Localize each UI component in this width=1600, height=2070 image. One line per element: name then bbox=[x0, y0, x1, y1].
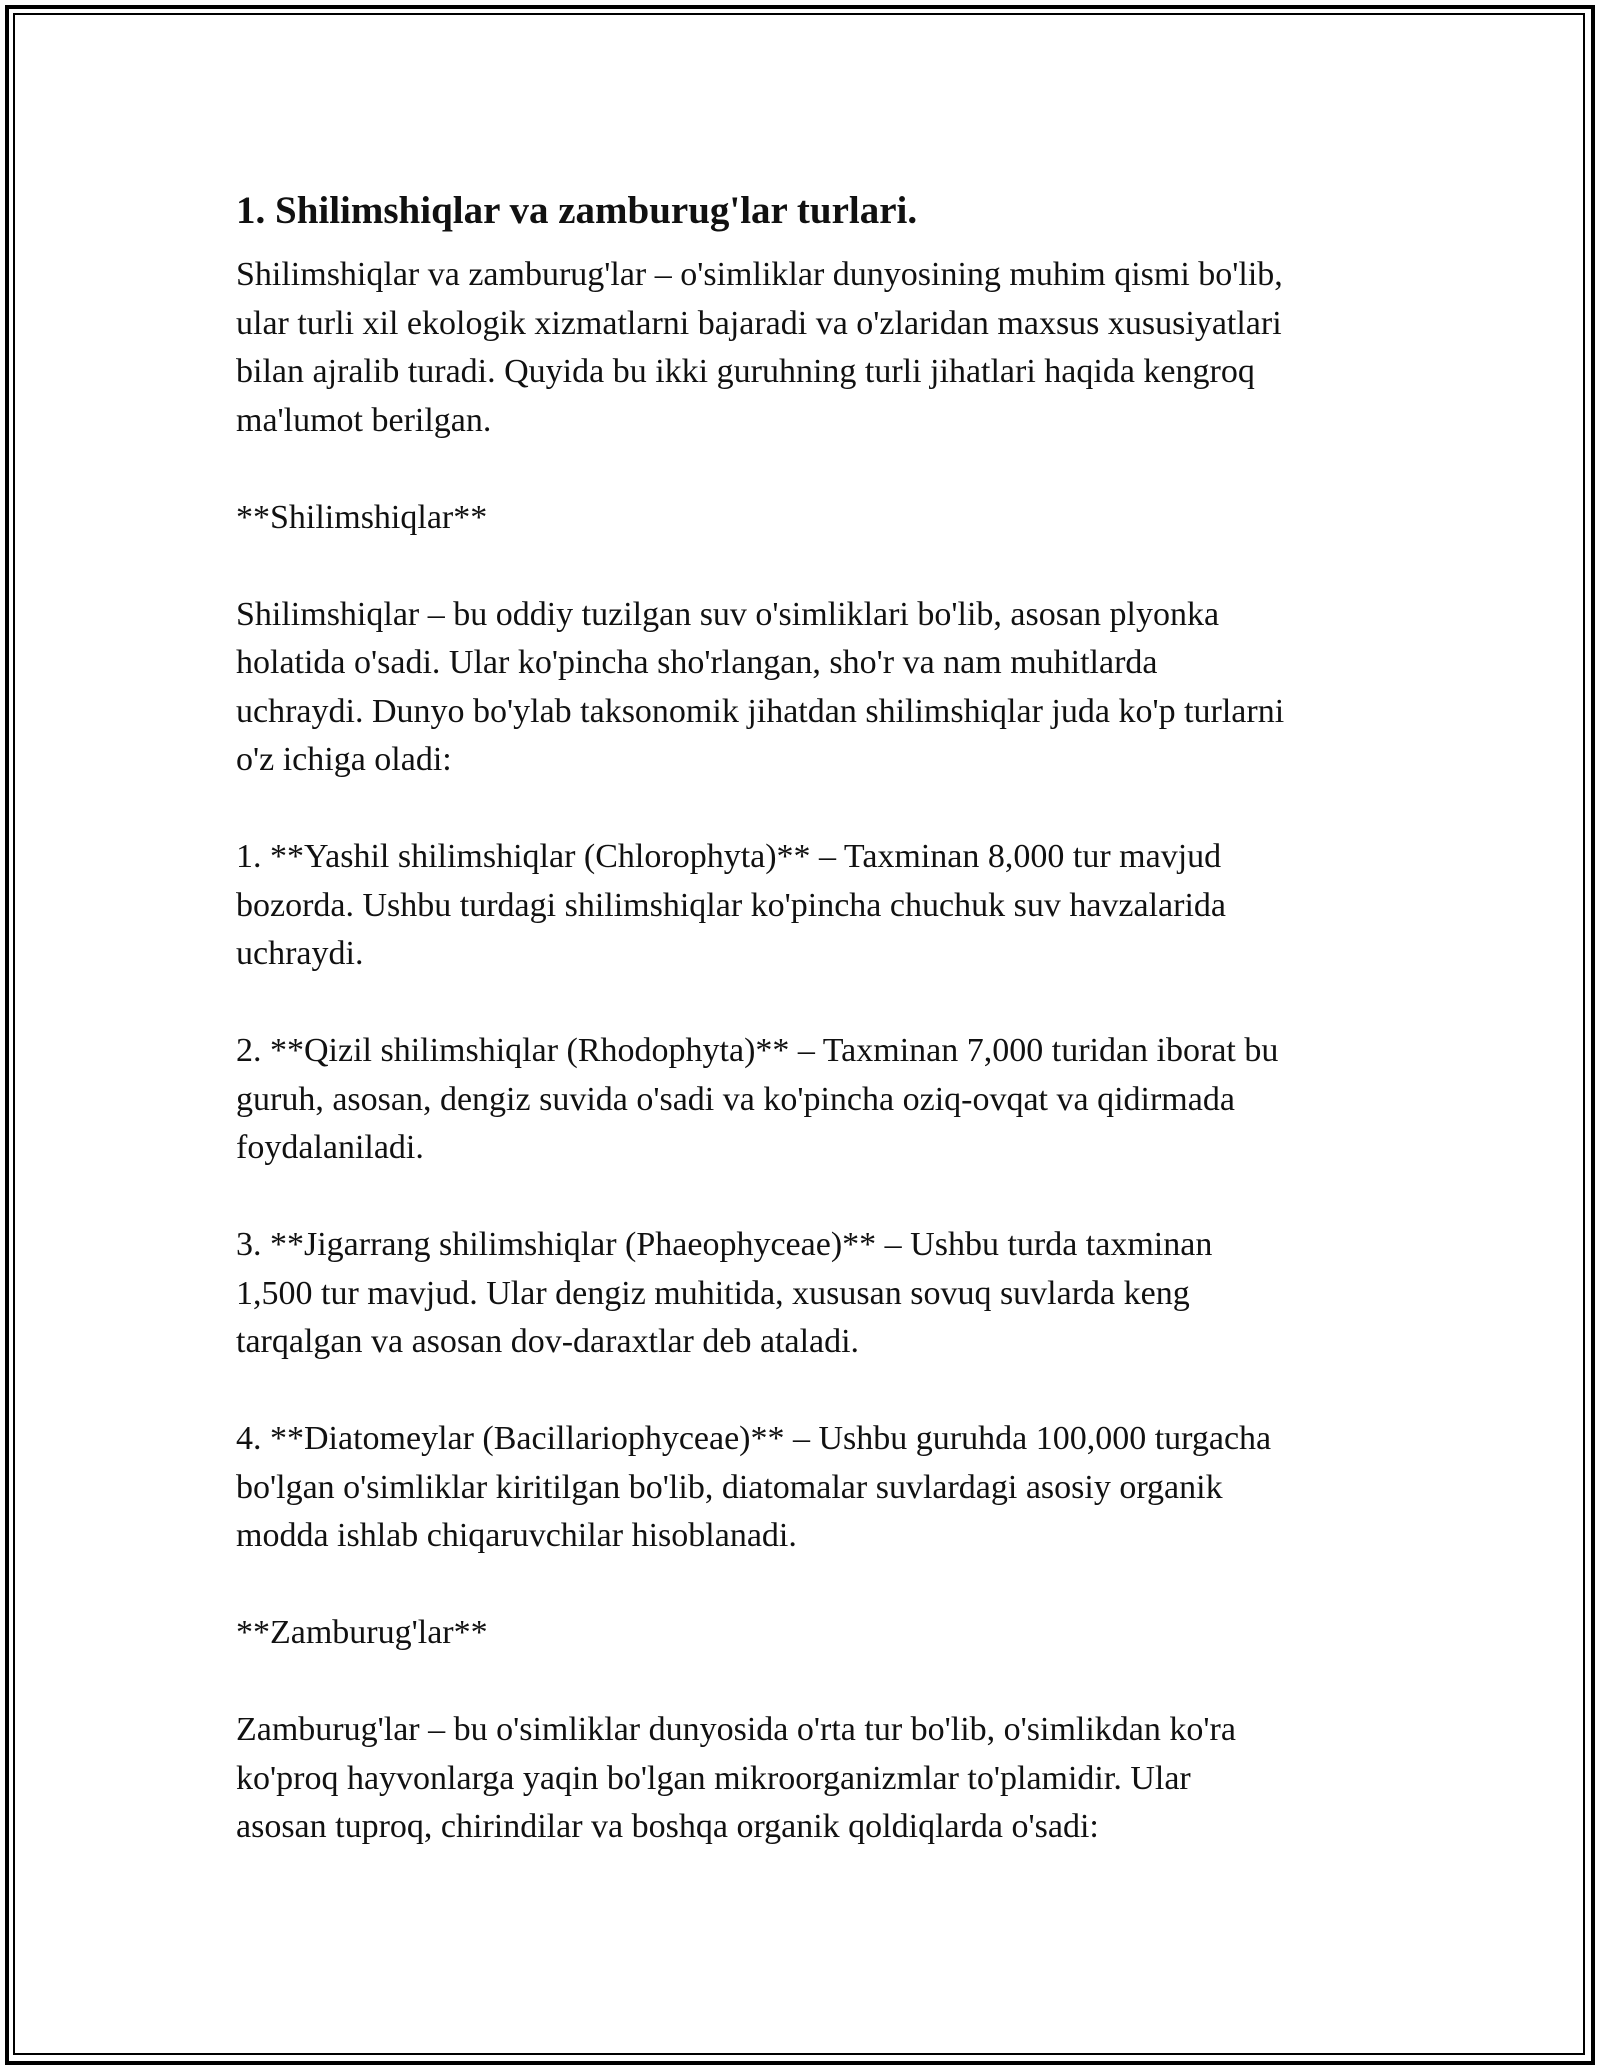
section-heading-zamburuglar: **Zamburug'lar** bbox=[236, 1614, 488, 1651]
intro-paragraph: Shilimshiqlar va zamburug'lar – o'simliklar dunyosining muhim qismi bo'lib, ular turli xil ekologik xizmatlarni bajaradi va o'zlaridan maxsus xususiyatlari bilan ajralib turadi. Quyida bu ikki guruhning turli jihatlari haqida kengroq ma'lumot berilgan. bbox=[236, 256, 1283, 439]
section-heading-shilimshiqlar: **Shilimshiqlar** bbox=[236, 498, 488, 536]
shilimshiqlar-description: Shilimshiqlar – bu oddiy tuzilgan suv o'simliklari bo'lib, asosan plyonka holatida o'sadi. Ular ko'pincha sho'rlangan, sho'r va nam muhitlarda uchraydi. Dunyo bo'ylab taksonomik jihatdan shilimshiqlar juda ko'p turlarni o'z ichiga oladi: bbox=[236, 595, 1285, 778]
list-item-rhodophyta: 2. **Qizil shilimshiqlar (Rhodophyta)** – Taxminan 7,000 turidan iborat bu guruh, asosan, dengiz suvida o'sadi va ko'pincha oziq-ovqat va qidirmada foydalaniladi. bbox=[236, 1032, 1279, 1166]
document-title: 1. Shilimshiqlar va zamburug'lar turlari. bbox=[236, 189, 918, 232]
document-body bbox=[236, 185, 1386, 1900]
list-item-chlorophyta: 1. **Yashil shilimshiqlar (Chlorophyta)** – Taxminan 8,000 tur mavjud bozorda. Ushbu turdagi shilimshiqlar ko'pincha chuchuk suv havzalarida uchraydi. bbox=[236, 838, 1226, 972]
list-item-bacillariophyceae: 4. **Diatomeylar (Bacillariophyceae)** – Ushbu guruhda 100,000 turgacha bo'lgan o'simliklar kiritilgan bo'lib, diatomalar suvlardagi asosiy organik modda ishlab chiqaruvchilar hisoblanadi. bbox=[236, 1420, 1272, 1554]
zamburuglar-description: Zamburug'lar – bu o'simliklar dunyosida o'rta tur bo'lib, o'simlikdan ko'ra ko'proq hayvonlarga yaqin bo'lgan mikroorganizmlar to'plamidir. Ular asosan tuproq, chirindilar va boshqa organik qoldiqlarda o'sadi: bbox=[236, 1711, 1236, 1845]
list-item-phaeophyceae: 3. **Jigarrang shilimshiqlar (Phaeophyceae)** – Ushbu turda taxminan 1,500 tur mavjud. Ular dengiz muhitida, xususan sovuq suvlarda keng tarqalgan va asosan dov-daraxtlar deb ataladi. bbox=[236, 1226, 1213, 1360]
